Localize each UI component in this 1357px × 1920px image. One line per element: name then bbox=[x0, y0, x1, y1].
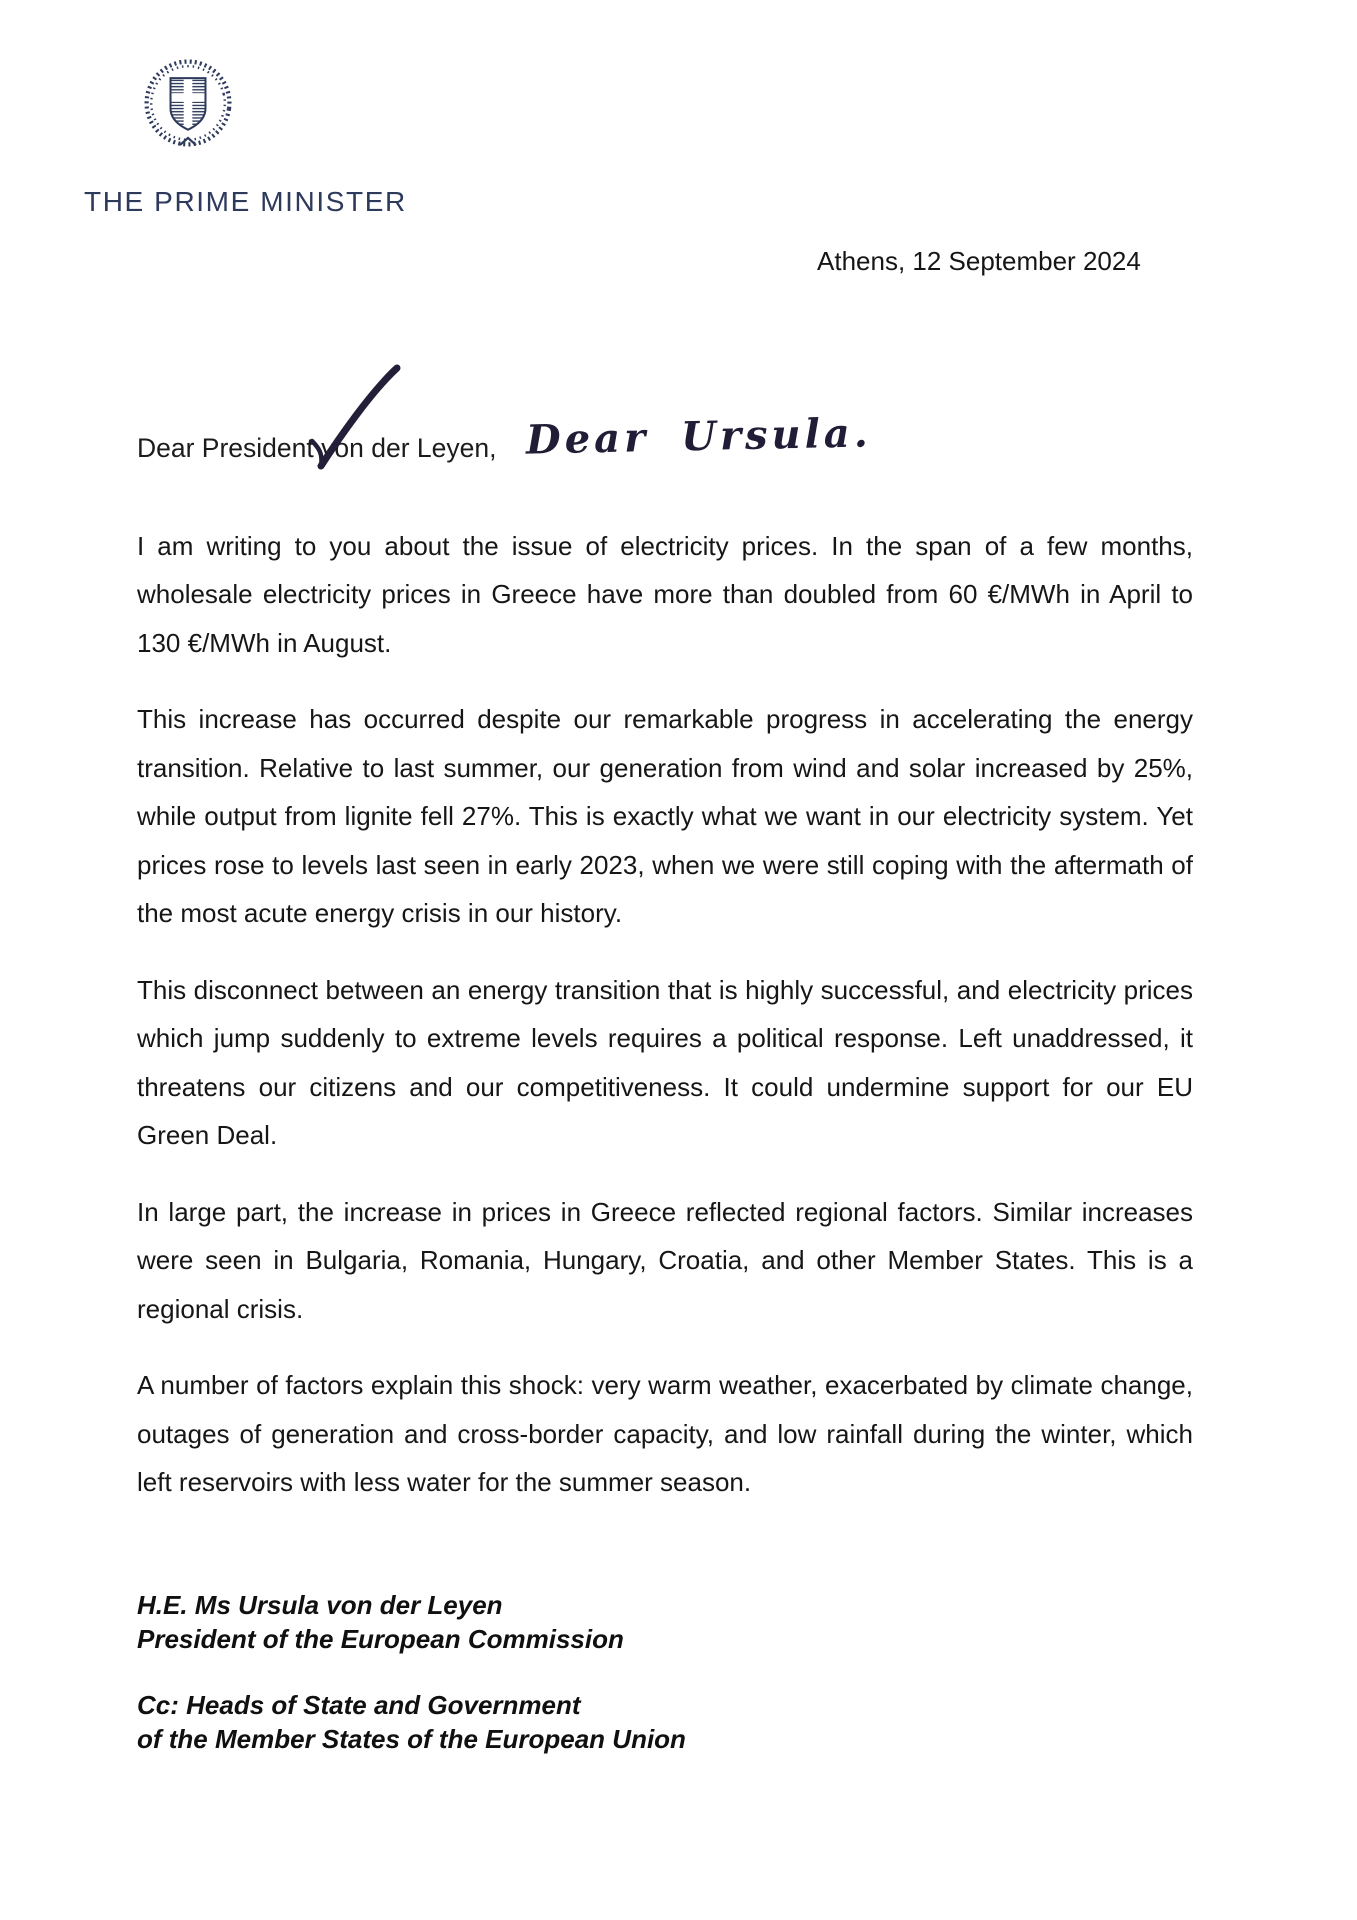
date-line: Athens, 12 September 2024 bbox=[817, 246, 1141, 276]
paragraph-electricity-prices: I am writing to you about the issue of electricity prices. In the span of a few months, wholesale electricity prices in Greece have more than doubled from 60 €/MWh in April to 130 €/MWh in August. bbox=[137, 530, 1193, 658]
paragraph-factors: A number of factors explain this shock: very warm weather, exacerbated by climate change, outages of generation and cross-border capacity, and low rainfall during the winter, which left reservoirs with less water for the summer season. bbox=[137, 1370, 1193, 1497]
addressee-title: President of the European Commission bbox=[137, 1624, 624, 1654]
addressee-name: H.E. Ms Ursula von der Leyen bbox=[137, 1590, 503, 1620]
salutation-line bbox=[137, 409, 1193, 473]
salutation-typed-prefix: Dear President bbox=[137, 433, 322, 463]
paragraph-regional-crisis: In large part, the increase in prices in Greece reflected regional factors. Similar increases were seen in Bulgaria, Romania, Hungary, Croatia, and other Member States. This is a regional crisis. bbox=[137, 1196, 1193, 1324]
cc-line-2: of the Member States of the European Union bbox=[137, 1724, 686, 1754]
handwritten-salutation: Dear Ursula. bbox=[525, 409, 873, 464]
greek-coat-of-arms-icon bbox=[142, 56, 234, 150]
struck-word bbox=[321, 424, 364, 473]
paragraph-energy-transition: This increase has occurred despite our remarkable progress in accelerating the energy transition. Relative to last summer, our generation from wind and solar increased by 25%, while output from lignite fell 27%. This is exactly what we want in our electricity system. Yet prices rose to levels last seen in early 2023, when we were still coping with the aftermath of the most acute energy crisis in our history. bbox=[137, 704, 1193, 928]
cc-block bbox=[137, 1688, 1137, 1756]
paragraph-political-response: This disconnect between an energy transition that is highly successful, and electricity prices which jump suddenly to extreme levels requires a political response. Left unaddressed, it threatens our citizens and our competitiveness. It could undermine support for our EU Green Deal. bbox=[137, 974, 1193, 1150]
letter-body bbox=[137, 409, 1193, 1535]
struck-word-text: von bbox=[321, 433, 364, 463]
salutation-typed-suffix: der Leyen, bbox=[363, 433, 497, 463]
office-title: THE PRIME MINISTER bbox=[84, 186, 407, 217]
addressee-block bbox=[137, 1588, 1137, 1656]
letter-footer bbox=[137, 1588, 1137, 1788]
cc-line-1: Cc: Heads of State and Government bbox=[137, 1690, 581, 1720]
